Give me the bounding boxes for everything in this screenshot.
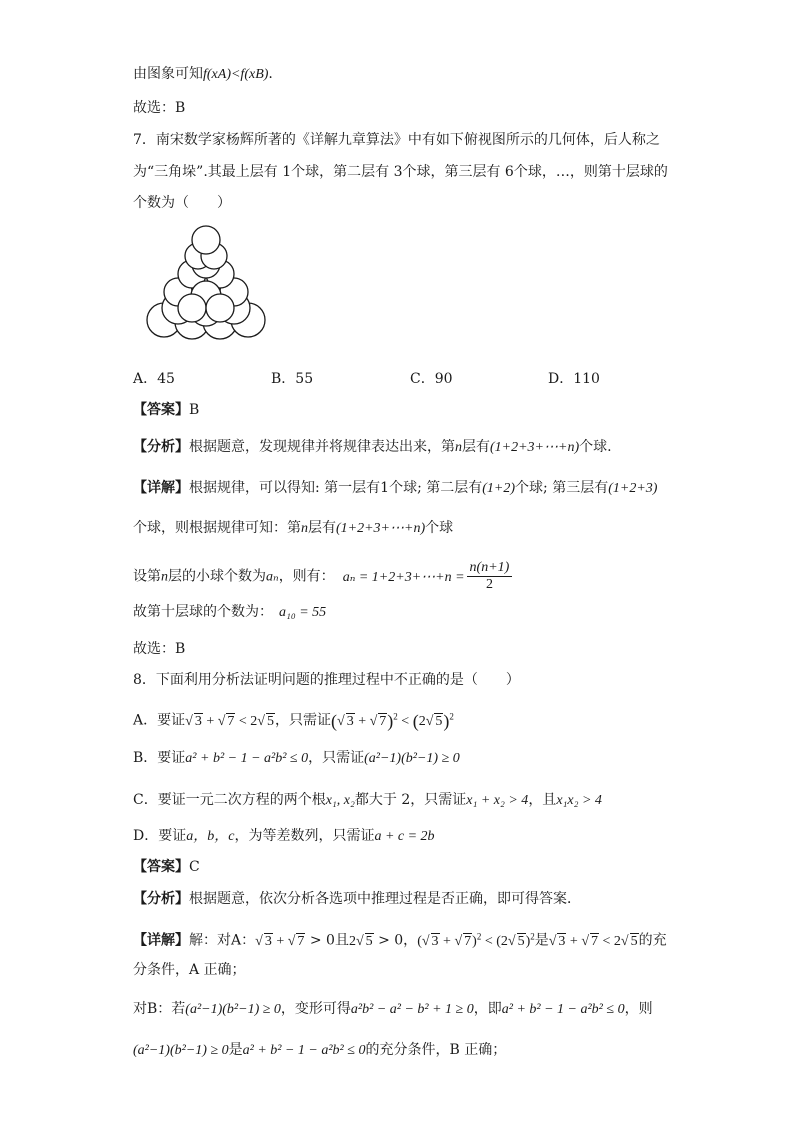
detail-text: 故第十层球的个数为： — [133, 604, 273, 620]
q7-option-a[interactable]: A．45 — [133, 371, 175, 387]
q8-detail-line1: 【详解】解：对A：√ 3 + √ 7 > 0且2√ 5 > 0，(√ 3 + √ 7)$^2$ < (2√ 5)$^2$是√ 3 + √ 7 < 2√ 5的充 — [133, 931, 667, 949]
option-expr: a² + b² − 1 − a²b² ≤ 0 — [185, 751, 309, 766]
answer-tag: 【答案】 — [133, 402, 189, 418]
detail-expr: (a²−1)(b²−1) ≥ 0 — [185, 1002, 281, 1017]
q7-detail-line2 — [133, 518, 453, 539]
detail-expr: (1+2+3+⋯+n) — [336, 521, 426, 536]
detail-text: ，变形可得 — [280, 1001, 351, 1017]
detail-expr: (a²−1)(b²−1) ≥ 0 — [133, 1043, 229, 1058]
detail-text: 的充分条件，B 正确； — [365, 1042, 507, 1058]
option-text: ，只需证 — [275, 712, 331, 729]
q8-option-a[interactable]: A．要证√ 3 + √ 7 < 2√ 5，只需证(√ 3 + √ 7)$^2$ < (2√ 5)$^2$ — [133, 710, 454, 731]
fraction-denominator: 2 — [485, 577, 493, 592]
analysis-mid: 层有 — [462, 439, 490, 455]
detail-text: ，即 — [473, 1001, 502, 1017]
conclusion-suffix: . — [268, 66, 273, 82]
q7-stem-line2: 为“三角垛”.其最上层有 1个球，第二层有 3个球，第三层有 6个球，…，则第十层球的 — [133, 164, 668, 180]
detail-text: 设第 — [133, 568, 161, 585]
option-expr: x₁ + x₂ > 4 — [466, 793, 529, 808]
q8-detail-line2: 分条件，A 正确； — [133, 962, 246, 978]
q8-option-c[interactable] — [133, 790, 602, 811]
q8-option-d[interactable] — [133, 826, 435, 847]
option-text: A．要证 — [133, 712, 186, 729]
q8-answer — [133, 857, 200, 877]
detail-expr: a² + b² − 1 − a²b² ≤ 0 — [242, 1043, 366, 1058]
option-text: B．要证 — [133, 750, 186, 766]
detail-text: 对B：若 — [133, 1001, 186, 1017]
answer-value: B — [189, 402, 200, 418]
detail-text: 个球 — [425, 520, 454, 536]
choose-line-1: 故选：B — [133, 100, 186, 116]
option-expr: x₁x₂ > 4 — [556, 793, 602, 808]
q8-option-b[interactable] — [133, 748, 460, 769]
analysis-end: 个球. — [579, 439, 612, 455]
detail-expr: (1+2) — [482, 481, 516, 496]
option-text: C．要证一元二次方程的两个根 — [133, 792, 326, 808]
option-text: 都大于 2，只需证 — [354, 792, 467, 808]
q7-option-b[interactable]: B．55 — [271, 371, 314, 387]
detail-text: 的充 — [638, 932, 667, 949]
conclusion-prefix: 由图象可知 — [133, 66, 203, 82]
q7-option-c[interactable]: C．90 — [410, 371, 453, 387]
q8-detail-line3 — [133, 999, 653, 1020]
q7-detail-line4 — [133, 602, 326, 623]
detail-expr: a² + b² − 1 − a²b² ≤ 0 — [501, 1002, 625, 1017]
detail-text: ，则 — [624, 1001, 653, 1017]
option-expr: a + c = 2b — [374, 829, 435, 844]
option-expr: (a²−1)(b²−1) ≥ 0 — [364, 751, 460, 766]
triangular-ball-pile-icon — [140, 222, 272, 350]
detail-text: > 0， — [373, 932, 418, 949]
detail-text: 根据规律，可以得知: 第一层有1个球; 第二层有 — [189, 480, 483, 496]
detail-n: n — [301, 521, 308, 536]
detail-tag: 【详解】 — [133, 932, 189, 949]
analysis-text: 根据题意，依次分析各选项中推理过程是否正确，即可得答案． — [189, 891, 581, 907]
detail-text: 个球; 第三层有 — [515, 480, 609, 496]
q8-analysis — [133, 889, 581, 909]
q7-detail-line3 — [133, 560, 514, 593]
fraction — [467, 560, 513, 593]
detail-expr: a²b² − a² − b² + 1 ≥ 0 — [350, 1002, 474, 1017]
analysis-tag: 【分析】 — [133, 439, 189, 455]
detail-text: 层的小球个数为 — [168, 568, 266, 585]
detail-tag: 【详解】 — [133, 480, 189, 496]
option-text: ，只需证 — [308, 750, 365, 766]
detail-n: n — [161, 569, 168, 585]
q8-stem: 8．下面利用分析法证明问题的推理过程中不正确的是（ ） — [133, 672, 520, 688]
answer-tag: 【答案】 — [133, 859, 189, 875]
detail-an: aₙ — [266, 569, 279, 585]
analysis-n: n — [455, 440, 462, 455]
detail-text: 层有 — [308, 520, 336, 536]
analysis-tag: 【分析】 — [133, 891, 189, 907]
q7-choose: 故选：B — [133, 641, 186, 657]
detail-text: ，则有： — [278, 568, 335, 585]
option-text: ，为等差数列，只需证 — [234, 828, 375, 844]
detail-expr: (1+2+3) — [608, 481, 658, 496]
detail-text: 是 — [534, 932, 549, 949]
q7-answer — [133, 400, 199, 420]
q8-detail-line4 — [133, 1040, 506, 1061]
q7-stem-line3: 个数为（ ） — [133, 195, 231, 211]
fraction-numerator: n(n+1) — [467, 560, 513, 577]
detail-expr: aₙ = 1+2+3+⋯+n = — [342, 569, 465, 585]
detail-text: 解：对A： — [189, 932, 256, 949]
answer-value: C — [189, 859, 200, 875]
conclusion-line — [133, 64, 273, 85]
option-text: D．要证 — [133, 828, 187, 844]
q7-detail-line1 — [133, 478, 657, 499]
conclusion-expr: f(xA)<f(xB) — [203, 67, 269, 82]
option-text: ，且 — [528, 792, 557, 808]
detail-text: > 0且 — [305, 932, 349, 949]
detail-expr: a₁₀ = 55 — [279, 605, 327, 620]
analysis-text: 根据题意，发现规律并将规律表达出来，第 — [189, 439, 455, 455]
analysis-expr: (1+2+3+⋯+n) — [490, 440, 580, 455]
q7-option-d[interactable]: D．110 — [548, 371, 600, 387]
detail-text: 个球，则根据规律可知：第 — [133, 520, 301, 536]
q7-stem-line1: 7．南宋数学家杨辉所著的《详解九章算法》中有如下俯视图所示的几何体，后人称之 — [133, 132, 660, 148]
detail-text: 是 — [228, 1042, 243, 1058]
q7-analysis — [133, 437, 612, 458]
option-expr: a，b，c — [186, 829, 235, 844]
option-expr: x₁, x₂ — [325, 793, 355, 808]
